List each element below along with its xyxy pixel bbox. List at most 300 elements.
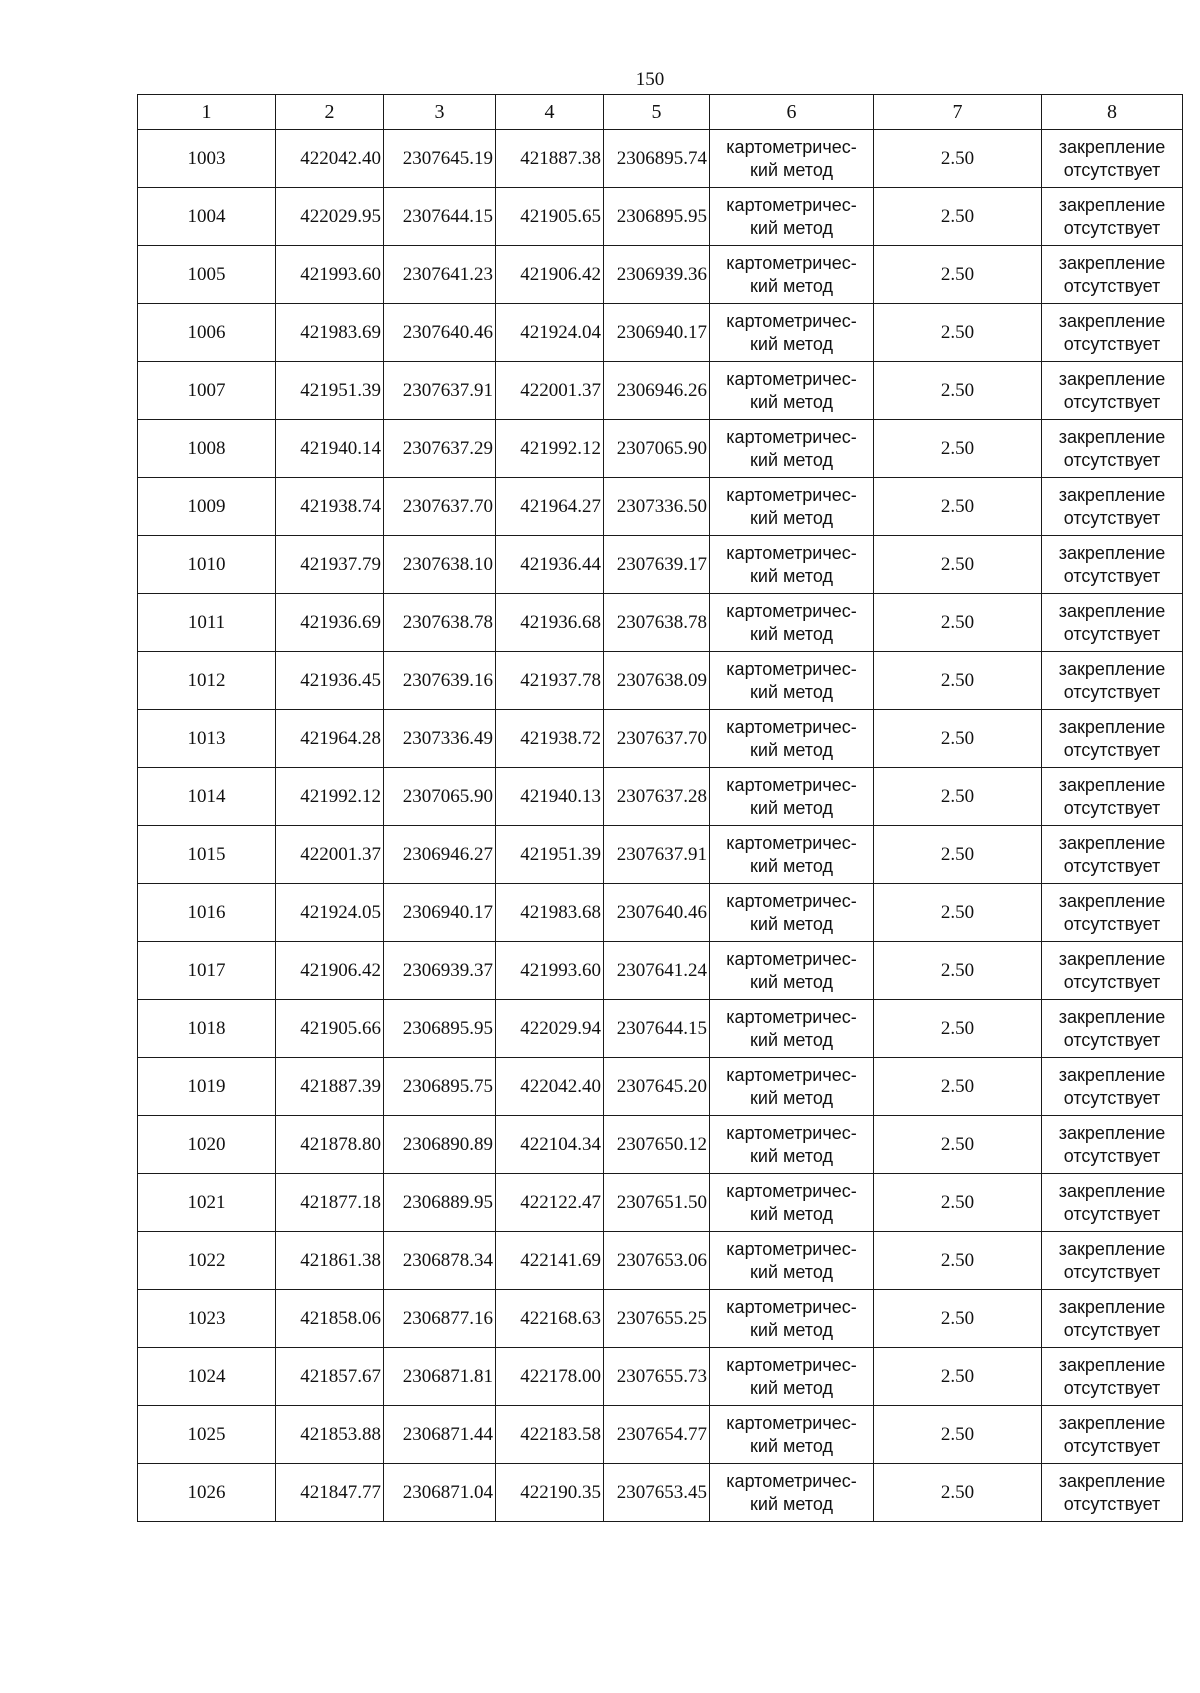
table-row xyxy=(138,594,1183,652)
coordinate-y1-cell: 2306889.95 xyxy=(384,1174,496,1232)
accuracy-cell: 2.50 xyxy=(874,1232,1042,1290)
point-number-cell: 1007 xyxy=(138,362,276,420)
coordinate-x2-cell: 422141.69 xyxy=(496,1232,604,1290)
method-cell-line-1: картометричес- xyxy=(726,658,857,679)
coordinate-y2-cell: 2307645.20 xyxy=(604,1058,710,1116)
marking-cell-line-2: отсутствует xyxy=(1063,1261,1161,1282)
accuracy-cell: 2.50 xyxy=(874,1406,1042,1464)
coordinate-x2-cell: 422104.34 xyxy=(496,1116,604,1174)
coordinate-x2-cell: 421964.27 xyxy=(496,478,604,536)
coordinate-y1-cell: 2306877.16 xyxy=(384,1290,496,1348)
method-cell xyxy=(710,420,874,478)
method-cell-line-2: кий метод xyxy=(750,739,833,760)
method-cell-line-2: кий метод xyxy=(750,1319,833,1340)
coordinate-x1-cell: 421938.74 xyxy=(276,478,384,536)
method-cell-line-2: кий метод xyxy=(750,275,833,296)
accuracy-cell: 2.50 xyxy=(874,768,1042,826)
column-header: 4 xyxy=(496,95,604,130)
coordinate-x2-cell: 421924.04 xyxy=(496,304,604,362)
coordinate-x1-cell: 421857.67 xyxy=(276,1348,384,1406)
point-number-cell: 1009 xyxy=(138,478,276,536)
marking-cell-line-2: отсутствует xyxy=(1063,855,1161,876)
marking-cell-line-2: отсутствует xyxy=(1063,1435,1161,1456)
marking-cell xyxy=(1042,942,1183,1000)
point-number-cell: 1013 xyxy=(138,710,276,768)
coordinate-x2-cell: 421906.42 xyxy=(496,246,604,304)
column-header: 8 xyxy=(1042,95,1183,130)
marking-cell-line-2: отсутствует xyxy=(1063,971,1161,992)
coordinate-y2-cell: 2307637.28 xyxy=(604,768,710,826)
table-row xyxy=(138,188,1183,246)
marking-cell-line-1: закрепление xyxy=(1058,1122,1166,1143)
coordinate-x1-cell: 421964.28 xyxy=(276,710,384,768)
coordinate-x1-cell: 421877.18 xyxy=(276,1174,384,1232)
marking-cell-line-2: отсутствует xyxy=(1063,913,1161,934)
marking-cell xyxy=(1042,652,1183,710)
coordinate-y1-cell: 2307645.19 xyxy=(384,130,496,188)
coordinate-y2-cell: 2307638.09 xyxy=(604,652,710,710)
coordinate-x1-cell: 421853.88 xyxy=(276,1406,384,1464)
marking-cell-line-1: закрепление xyxy=(1058,890,1166,911)
marking-cell-line-1: закрепление xyxy=(1058,252,1166,273)
method-cell-line-1: картометричес- xyxy=(726,890,857,911)
method-cell-line-2: кий метод xyxy=(750,971,833,992)
accuracy-cell: 2.50 xyxy=(874,1290,1042,1348)
method-cell xyxy=(710,246,874,304)
marking-cell-line-2: отсутствует xyxy=(1063,1319,1161,1340)
coordinate-y2-cell: 2307653.06 xyxy=(604,1232,710,1290)
method-cell-line-2: кий метод xyxy=(750,913,833,934)
method-cell xyxy=(710,304,874,362)
accuracy-cell: 2.50 xyxy=(874,130,1042,188)
coordinate-x2-cell: 422168.63 xyxy=(496,1290,604,1348)
coordinate-x1-cell: 421936.45 xyxy=(276,652,384,710)
method-cell-line-1: картометричес- xyxy=(726,484,857,505)
method-cell xyxy=(710,594,874,652)
coordinate-x1-cell: 421861.38 xyxy=(276,1232,384,1290)
accuracy-cell: 2.50 xyxy=(874,652,1042,710)
coordinate-y2-cell: 2307065.90 xyxy=(604,420,710,478)
method-cell xyxy=(710,710,874,768)
method-cell-line-1: картометричес- xyxy=(726,426,857,447)
marking-cell-line-2: отсутствует xyxy=(1063,275,1161,296)
method-cell xyxy=(710,536,874,594)
coordinate-y1-cell: 2306895.75 xyxy=(384,1058,496,1116)
coordinate-y2-cell: 2307655.25 xyxy=(604,1290,710,1348)
method-cell-line-1: картометричес- xyxy=(726,1296,857,1317)
point-number-cell: 1005 xyxy=(138,246,276,304)
coordinate-y2-cell: 2307641.24 xyxy=(604,942,710,1000)
coordinate-y2-cell: 2307336.50 xyxy=(604,478,710,536)
method-cell-line-2: кий метод xyxy=(750,507,833,528)
method-cell-line-1: картометричес- xyxy=(726,368,857,389)
method-cell xyxy=(710,1116,874,1174)
marking-cell xyxy=(1042,1058,1183,1116)
point-number-cell: 1011 xyxy=(138,594,276,652)
coordinate-x1-cell: 421940.14 xyxy=(276,420,384,478)
marking-cell-line-1: закрепление xyxy=(1058,658,1166,679)
coordinate-y1-cell: 2307640.46 xyxy=(384,304,496,362)
coordinate-x2-cell: 422183.58 xyxy=(496,1406,604,1464)
accuracy-cell: 2.50 xyxy=(874,1116,1042,1174)
coordinate-y1-cell: 2307637.91 xyxy=(384,362,496,420)
coordinate-x1-cell: 421878.80 xyxy=(276,1116,384,1174)
method-cell xyxy=(710,1464,874,1522)
method-cell-line-2: кий метод xyxy=(750,1377,833,1398)
method-cell-line-2: кий метод xyxy=(750,449,833,470)
accuracy-cell: 2.50 xyxy=(874,304,1042,362)
coordinate-x1-cell: 422001.37 xyxy=(276,826,384,884)
method-cell-line-1: картометричес- xyxy=(726,1354,857,1375)
column-header: 7 xyxy=(874,95,1042,130)
coordinate-y2-cell: 2307638.78 xyxy=(604,594,710,652)
method-cell xyxy=(710,1290,874,1348)
table-header-row xyxy=(138,95,1183,130)
coordinate-y1-cell: 2306871.81 xyxy=(384,1348,496,1406)
coordinate-y1-cell: 2307065.90 xyxy=(384,768,496,826)
coordinate-x2-cell: 421905.65 xyxy=(496,188,604,246)
coordinate-x2-cell: 421936.44 xyxy=(496,536,604,594)
method-cell xyxy=(710,826,874,884)
coordinate-x1-cell: 421924.05 xyxy=(276,884,384,942)
coordinate-x1-cell: 422029.95 xyxy=(276,188,384,246)
coordinate-y1-cell: 2306878.34 xyxy=(384,1232,496,1290)
point-number-cell: 1012 xyxy=(138,652,276,710)
method-cell xyxy=(710,130,874,188)
marking-cell-line-2: отсутствует xyxy=(1063,739,1161,760)
marking-cell xyxy=(1042,304,1183,362)
marking-cell-line-2: отсутствует xyxy=(1063,159,1161,180)
point-number-cell: 1017 xyxy=(138,942,276,1000)
method-cell-line-2: кий метод xyxy=(750,855,833,876)
method-cell-line-1: картометричес- xyxy=(726,1122,857,1143)
coordinate-y1-cell: 2307639.16 xyxy=(384,652,496,710)
accuracy-cell: 2.50 xyxy=(874,362,1042,420)
marking-cell-line-1: закрепление xyxy=(1058,1296,1166,1317)
marking-cell-line-1: закрепление xyxy=(1058,832,1166,853)
marking-cell-line-1: закрепление xyxy=(1058,1412,1166,1433)
column-header: 1 xyxy=(138,95,276,130)
coordinate-y1-cell: 2306895.95 xyxy=(384,1000,496,1058)
marking-cell-line-1: закрепление xyxy=(1058,716,1166,737)
marking-cell xyxy=(1042,420,1183,478)
table-row xyxy=(138,652,1183,710)
coordinate-y2-cell: 2307637.91 xyxy=(604,826,710,884)
column-header: 2 xyxy=(276,95,384,130)
point-number-cell: 1003 xyxy=(138,130,276,188)
coordinate-x2-cell: 421937.78 xyxy=(496,652,604,710)
coordinates-table xyxy=(137,94,1183,1522)
coordinate-y2-cell: 2307644.15 xyxy=(604,1000,710,1058)
marking-cell-line-2: отсутствует xyxy=(1063,391,1161,412)
coordinate-x2-cell: 421993.60 xyxy=(496,942,604,1000)
method-cell-line-2: кий метод xyxy=(750,681,833,702)
column-header: 5 xyxy=(604,95,710,130)
table-body xyxy=(138,130,1183,1522)
marking-cell xyxy=(1042,362,1183,420)
coordinate-y1-cell: 2306946.27 xyxy=(384,826,496,884)
point-number-cell: 1024 xyxy=(138,1348,276,1406)
method-cell-line-1: картометричес- xyxy=(726,1470,857,1491)
marking-cell-line-1: закрепление xyxy=(1058,600,1166,621)
coordinate-y2-cell: 2306895.95 xyxy=(604,188,710,246)
marking-cell-line-2: отсутствует xyxy=(1063,565,1161,586)
coordinate-x2-cell: 421936.68 xyxy=(496,594,604,652)
accuracy-cell: 2.50 xyxy=(874,942,1042,1000)
table-row xyxy=(138,1406,1183,1464)
marking-cell xyxy=(1042,594,1183,652)
marking-cell xyxy=(1042,188,1183,246)
coordinate-y1-cell: 2306871.44 xyxy=(384,1406,496,1464)
point-number-cell: 1008 xyxy=(138,420,276,478)
coordinate-y2-cell: 2307654.77 xyxy=(604,1406,710,1464)
accuracy-cell: 2.50 xyxy=(874,1348,1042,1406)
coordinate-x2-cell: 422190.35 xyxy=(496,1464,604,1522)
marking-cell-line-2: отсутствует xyxy=(1063,797,1161,818)
method-cell xyxy=(710,188,874,246)
table-row xyxy=(138,826,1183,884)
table-row xyxy=(138,884,1183,942)
coordinate-x2-cell: 422029.94 xyxy=(496,1000,604,1058)
method-cell xyxy=(710,768,874,826)
coordinate-y2-cell: 2307655.73 xyxy=(604,1348,710,1406)
point-number-cell: 1018 xyxy=(138,1000,276,1058)
coordinate-x2-cell: 421951.39 xyxy=(496,826,604,884)
marking-cell-line-2: отсутствует xyxy=(1063,1029,1161,1050)
table-row xyxy=(138,1116,1183,1174)
accuracy-cell: 2.50 xyxy=(874,188,1042,246)
table-row xyxy=(138,246,1183,304)
coordinate-y2-cell: 2306940.17 xyxy=(604,304,710,362)
point-number-cell: 1010 xyxy=(138,536,276,594)
marking-cell xyxy=(1042,884,1183,942)
marking-cell-line-1: закрепление xyxy=(1058,136,1166,157)
method-cell-line-1: картометричес- xyxy=(726,252,857,273)
point-number-cell: 1015 xyxy=(138,826,276,884)
coordinate-y1-cell: 2307644.15 xyxy=(384,188,496,246)
accuracy-cell: 2.50 xyxy=(874,1174,1042,1232)
coordinate-x2-cell: 422122.47 xyxy=(496,1174,604,1232)
method-cell xyxy=(710,1406,874,1464)
table-row xyxy=(138,1464,1183,1522)
marking-cell-line-2: отсутствует xyxy=(1063,449,1161,470)
coordinate-x1-cell: 421983.69 xyxy=(276,304,384,362)
marking-cell xyxy=(1042,1348,1183,1406)
table-row xyxy=(138,304,1183,362)
marking-cell-line-1: закрепление xyxy=(1058,1180,1166,1201)
accuracy-cell: 2.50 xyxy=(874,1058,1042,1116)
method-cell-line-1: картометричес- xyxy=(726,1412,857,1433)
coordinate-y2-cell: 2306895.74 xyxy=(604,130,710,188)
coordinate-y2-cell: 2307651.50 xyxy=(604,1174,710,1232)
method-cell-line-1: картометричес- xyxy=(726,948,857,969)
coordinate-y1-cell: 2306940.17 xyxy=(384,884,496,942)
point-number-cell: 1021 xyxy=(138,1174,276,1232)
method-cell-line-1: картометричес- xyxy=(726,1064,857,1085)
coordinate-x2-cell: 421887.38 xyxy=(496,130,604,188)
marking-cell-line-1: закрепление xyxy=(1058,1064,1166,1085)
coordinate-y2-cell: 2307637.70 xyxy=(604,710,710,768)
table-row xyxy=(138,478,1183,536)
accuracy-cell: 2.50 xyxy=(874,478,1042,536)
marking-cell-line-1: закрепление xyxy=(1058,1238,1166,1259)
column-header: 6 xyxy=(710,95,874,130)
method-cell-line-2: кий метод xyxy=(750,1087,833,1108)
coordinate-y1-cell: 2307637.29 xyxy=(384,420,496,478)
method-cell-line-1: картометричес- xyxy=(726,716,857,737)
point-number-cell: 1016 xyxy=(138,884,276,942)
marking-cell xyxy=(1042,1290,1183,1348)
marking-cell-line-1: закрепление xyxy=(1058,774,1166,795)
marking-cell-line-1: закрепление xyxy=(1058,1006,1166,1027)
coordinate-x2-cell: 421983.68 xyxy=(496,884,604,942)
marking-cell-line-2: отсутствует xyxy=(1063,217,1161,238)
accuracy-cell: 2.50 xyxy=(874,420,1042,478)
method-cell-line-1: картометричес- xyxy=(726,600,857,621)
coordinate-x1-cell: 421937.79 xyxy=(276,536,384,594)
accuracy-cell: 2.50 xyxy=(874,710,1042,768)
page-number: 150 xyxy=(635,69,665,90)
accuracy-cell: 2.50 xyxy=(874,246,1042,304)
method-cell xyxy=(710,1174,874,1232)
coordinate-y1-cell: 2306890.89 xyxy=(384,1116,496,1174)
marking-cell xyxy=(1042,1406,1183,1464)
table-row xyxy=(138,1000,1183,1058)
coordinate-x1-cell: 421887.39 xyxy=(276,1058,384,1116)
coordinate-y1-cell: 2307336.49 xyxy=(384,710,496,768)
marking-cell-line-1: закрепление xyxy=(1058,1354,1166,1375)
method-cell-line-1: картометричес- xyxy=(726,1006,857,1027)
coordinate-x1-cell: 421858.06 xyxy=(276,1290,384,1348)
marking-cell-line-1: закрепление xyxy=(1058,310,1166,331)
coordinate-x2-cell: 421938.72 xyxy=(496,710,604,768)
marking-cell xyxy=(1042,768,1183,826)
method-cell-line-1: картометричес- xyxy=(726,542,857,563)
method-cell xyxy=(710,1000,874,1058)
accuracy-cell: 2.50 xyxy=(874,826,1042,884)
marking-cell-line-2: отсутствует xyxy=(1063,1493,1161,1514)
point-number-cell: 1020 xyxy=(138,1116,276,1174)
method-cell-line-1: картометричес- xyxy=(726,1238,857,1259)
method-cell-line-2: кий метод xyxy=(750,1261,833,1282)
marking-cell-line-2: отсутствует xyxy=(1063,1203,1161,1224)
coordinate-x2-cell: 421992.12 xyxy=(496,420,604,478)
marking-cell-line-2: отсутствует xyxy=(1063,1087,1161,1108)
marking-cell xyxy=(1042,536,1183,594)
point-number-cell: 1026 xyxy=(138,1464,276,1522)
marking-cell-line-1: закрепление xyxy=(1058,948,1166,969)
table-row xyxy=(138,1174,1183,1232)
coordinate-x2-cell: 422001.37 xyxy=(496,362,604,420)
coordinate-y2-cell: 2306939.36 xyxy=(604,246,710,304)
table-row xyxy=(138,1348,1183,1406)
table-row xyxy=(138,1232,1183,1290)
method-cell-line-2: кий метод xyxy=(750,1493,833,1514)
method-cell xyxy=(710,884,874,942)
coordinate-x1-cell: 421905.66 xyxy=(276,1000,384,1058)
accuracy-cell: 2.50 xyxy=(874,594,1042,652)
method-cell-line-2: кий метод xyxy=(750,217,833,238)
coordinate-y2-cell: 2306946.26 xyxy=(604,362,710,420)
marking-cell-line-2: отсутствует xyxy=(1063,507,1161,528)
coordinate-x2-cell: 421940.13 xyxy=(496,768,604,826)
marking-cell xyxy=(1042,1116,1183,1174)
method-cell-line-2: кий метод xyxy=(750,623,833,644)
point-number-cell: 1023 xyxy=(138,1290,276,1348)
point-number-cell: 1006 xyxy=(138,304,276,362)
method-cell-line-2: кий метод xyxy=(750,797,833,818)
method-cell xyxy=(710,1232,874,1290)
method-cell-line-1: картометричес- xyxy=(726,194,857,215)
point-number-cell: 1004 xyxy=(138,188,276,246)
table-row xyxy=(138,536,1183,594)
coordinate-y1-cell: 2307638.10 xyxy=(384,536,496,594)
coordinate-y1-cell: 2306871.04 xyxy=(384,1464,496,1522)
coordinate-y1-cell: 2307637.70 xyxy=(384,478,496,536)
coordinate-y1-cell: 2307641.23 xyxy=(384,246,496,304)
coordinate-y2-cell: 2307639.17 xyxy=(604,536,710,594)
method-cell-line-2: кий метод xyxy=(750,391,833,412)
marking-cell xyxy=(1042,1174,1183,1232)
marking-cell xyxy=(1042,1000,1183,1058)
table-row xyxy=(138,1058,1183,1116)
method-cell xyxy=(710,1348,874,1406)
table-row xyxy=(138,130,1183,188)
coordinate-y1-cell: 2307638.78 xyxy=(384,594,496,652)
coordinate-y2-cell: 2307640.46 xyxy=(604,884,710,942)
point-number-cell: 1019 xyxy=(138,1058,276,1116)
marking-cell-line-1: закрепление xyxy=(1058,542,1166,563)
point-number-cell: 1025 xyxy=(138,1406,276,1464)
coordinate-x2-cell: 422178.00 xyxy=(496,1348,604,1406)
method-cell xyxy=(710,362,874,420)
coordinate-x2-cell: 422042.40 xyxy=(496,1058,604,1116)
marking-cell-line-2: отсутствует xyxy=(1063,1377,1161,1398)
marking-cell-line-1: закрепление xyxy=(1058,368,1166,389)
method-cell-line-2: кий метод xyxy=(750,1203,833,1224)
marking-cell-line-1: закрепление xyxy=(1058,194,1166,215)
method-cell-line-1: картометричес- xyxy=(726,1180,857,1201)
coordinate-x1-cell: 421951.39 xyxy=(276,362,384,420)
point-number-cell: 1022 xyxy=(138,1232,276,1290)
marking-cell-line-2: отсутствует xyxy=(1063,681,1161,702)
method-cell-line-2: кий метод xyxy=(750,159,833,180)
table-row xyxy=(138,1290,1183,1348)
marking-cell xyxy=(1042,710,1183,768)
table-row xyxy=(138,942,1183,1000)
method-cell xyxy=(710,942,874,1000)
accuracy-cell: 2.50 xyxy=(874,1464,1042,1522)
accuracy-cell: 2.50 xyxy=(874,884,1042,942)
marking-cell-line-1: закрепление xyxy=(1058,426,1166,447)
method-cell xyxy=(710,478,874,536)
method-cell-line-1: картометричес- xyxy=(726,774,857,795)
table-row xyxy=(138,710,1183,768)
marking-cell-line-2: отсутствует xyxy=(1063,1145,1161,1166)
method-cell-line-2: кий метод xyxy=(750,1435,833,1456)
method-cell-line-2: кий метод xyxy=(750,333,833,354)
coordinate-x1-cell: 421936.69 xyxy=(276,594,384,652)
method-cell xyxy=(710,652,874,710)
method-cell-line-2: кий метод xyxy=(750,565,833,586)
table-row xyxy=(138,768,1183,826)
method-cell-line-1: картометричес- xyxy=(726,136,857,157)
accuracy-cell: 2.50 xyxy=(874,1000,1042,1058)
marking-cell xyxy=(1042,1464,1183,1522)
method-cell-line-2: кий метод xyxy=(750,1029,833,1050)
point-number-cell: 1014 xyxy=(138,768,276,826)
coordinate-x1-cell: 421906.42 xyxy=(276,942,384,1000)
